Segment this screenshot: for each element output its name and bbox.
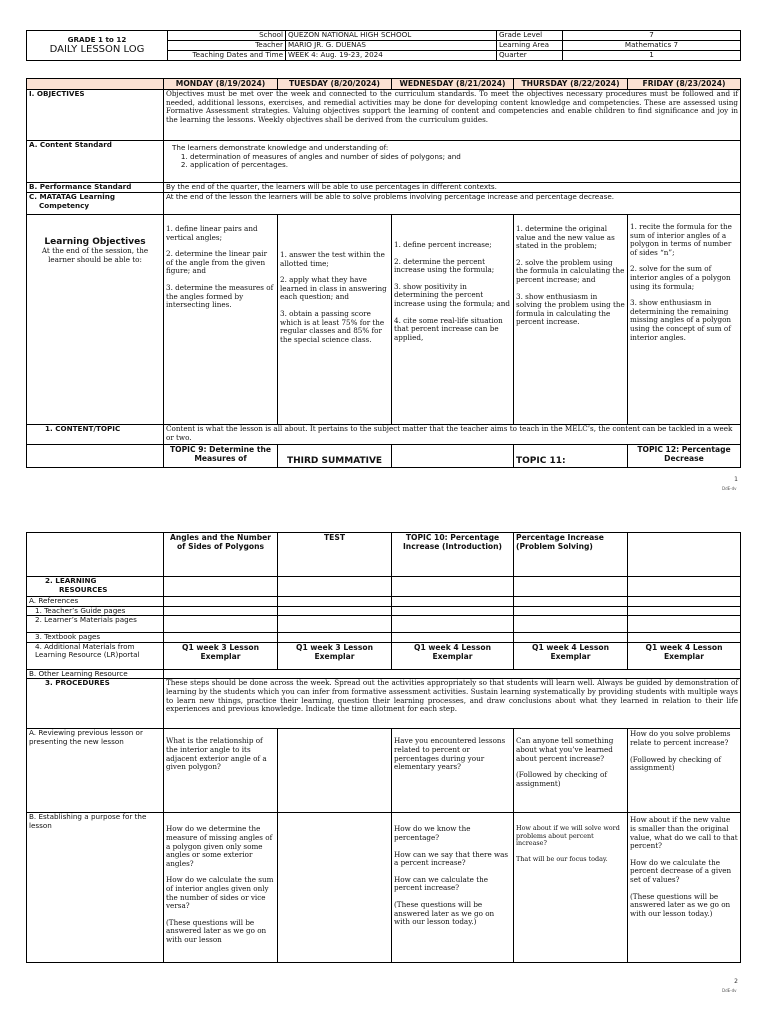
objective-item: 2. apply what they have learned in class in answering each question; and	[280, 275, 387, 302]
school-value: QUEZON NATIONAL HIGH SCHOOL	[286, 31, 497, 41]
empty-cell	[392, 616, 514, 633]
review-friday-question: How do you solve problems relate to percent increase?	[630, 729, 731, 747]
day-header-monday: MONDAY (8/19/2024)	[164, 79, 278, 90]
teacher-value: MARIO JR. G. DUEÑAS	[286, 41, 497, 51]
page-1	[0, 0, 768, 500]
empty-cell	[628, 616, 741, 633]
page-number-1: 1	[734, 476, 738, 483]
procedures-label: 3. PROCEDURES	[27, 679, 164, 729]
objective-item: 2. solve the problem using the formula in calculating the percent increase; and	[516, 257, 625, 284]
performance-standard-label: B. Performance Standard	[27, 183, 164, 193]
dates-label: Teaching Dates and Time	[168, 51, 286, 61]
learning-objectives-subtitle: At the end of the session, the learner should be able to:	[41, 246, 149, 264]
topic-wednesday	[392, 445, 514, 468]
topic-cont-tuesday: TEST	[278, 533, 392, 577]
exemplar-monday: Q1 week 3 Lesson Exemplar	[164, 642, 278, 669]
review-wednesday: Have you encountered lessons related to percent or percentages during your elementary years?	[392, 729, 514, 813]
purpose-item: How can we say that there was a percent increase?	[394, 849, 509, 868]
purpose-wednesday	[392, 813, 514, 963]
purpose-item: How about if the new value is smaller than the original value, what do we call to that percent?	[630, 815, 738, 851]
objective-item: 3. show enthusiasm in solving the problem using the formula in calculating the percent increase.	[516, 291, 625, 327]
purpose-monday	[164, 813, 278, 963]
lesson-log-table-page-2	[26, 532, 741, 963]
topic-tuesday: THIRD SUMMATIVE	[278, 445, 392, 468]
day-header-thursday: THURSDAY (8/22/2024)	[514, 79, 628, 90]
learning-resources-label	[27, 577, 164, 597]
review-monday: What is the relationship of the interior angle to its adjacent exterior angle of a given polygon?	[164, 729, 278, 813]
objective-item: 3. determine the measures of the angles formed by intersecting lines.	[166, 282, 274, 310]
textbook-label: 3. Textbook pages	[27, 633, 164, 643]
day-header-friday: FRIDAY (8/23/2024)	[628, 79, 741, 90]
objective-item: 3. show enthusiasm in determining the remaining missing angles of a polygon using the concept of sum of interior angles.	[630, 298, 732, 342]
content-standard-item: 2. application of percentages.	[190, 161, 738, 170]
learning-area-value: Mathematics 7	[563, 41, 741, 51]
learning-objectives-wednesday	[392, 215, 514, 425]
performance-standard-text: By the end of the quarter, the learners will be able to use percentages in different contexts.	[164, 183, 741, 193]
procedures-text: These steps should be done across the week. Spread out the activities appropriately so that students will learn well. Always be guided by demonstration of learning by the students which you can infer from formative assessment activities. Sustain learning systematically by providing students with multiple ways to learn new things, practice their learning, question their learning processes, and draw conclusions about what they learned in relation to their life experiences and previous knowledge. Indicate the time allotment for each step.	[164, 679, 741, 729]
learning-objectives-monday	[164, 215, 278, 425]
purpose-item: How do we know the percentage?	[394, 824, 471, 842]
content-topic-text: Content is what the lesson is all about. It pertains to the subject matter that the teacher aims to teach in the MELC’s, the content can be tackled in a week or two.	[164, 425, 741, 445]
content-standard-intro: The learners demonstrate knowledge and understanding of:	[172, 143, 389, 152]
objective-item: 3. obtain a passing score which is at least 75% for the regular classes and 85% for the special science class.	[280, 308, 385, 344]
day-header-blank	[27, 79, 164, 90]
competency-label-line-2: Competency	[39, 200, 90, 210]
day-header-wednesday: WEDNESDAY (8/21/2024)	[392, 79, 514, 90]
learning-resources-line-2: RESOURCES	[59, 584, 108, 594]
learning-objectives-title: Learning Objectives	[44, 237, 146, 247]
form-title: DAILY LESSON LOG	[49, 44, 145, 56]
content-topic-label: 1. CONTENT/TOPIC	[27, 425, 164, 445]
learning-objectives-label-cell	[27, 215, 164, 425]
objective-item: 1. recite the formula for the sum of interior angles of a polygon in terms of number of sides “n”;	[630, 222, 732, 257]
learning-area-label: Learning Area	[497, 41, 563, 51]
empty-cell	[514, 616, 628, 633]
topic-blank	[27, 445, 164, 468]
empty-cell	[164, 597, 278, 607]
purpose-item: (These questions will be answered later as we go on with our lesson today.)	[394, 899, 495, 927]
topic-thursday: TOPIC 11:	[514, 445, 628, 468]
empty-cell	[628, 597, 741, 607]
empty-cell	[514, 633, 628, 643]
grade-level-label: Grade Level	[497, 31, 563, 41]
empty-cell	[392, 597, 514, 607]
content-standard-label: A. Content Standard	[27, 141, 164, 183]
exemplar-tuesday: Q1 week 3 Lesson Exemplar	[278, 642, 392, 669]
purpose-item: How do we calculate the sum of interior angles given only the number of sides or vice versa?	[166, 875, 274, 911]
purpose-item: (These questions will be answered later as we go on with our lesson today.)	[630, 891, 731, 918]
objective-item: 1. define linear pairs and vertical angles;	[166, 224, 258, 242]
topic-cont-friday	[628, 533, 741, 577]
objective-item: 4. cite some real-life situation that percent increase can be applied,	[394, 315, 503, 342]
page-number-2: 2	[734, 978, 738, 985]
topic-monday: TOPIC 9: Determine the Measures of	[164, 445, 278, 468]
empty-cell	[392, 577, 514, 597]
purpose-tuesday	[278, 813, 392, 963]
review-thursday	[514, 729, 628, 813]
objective-item: 1. answer the test within the allotted time;	[280, 250, 385, 268]
review-label: A. Reviewing previous lesson or presenting the new lesson	[27, 729, 164, 813]
review-tuesday	[278, 729, 392, 813]
objective-item: 2. determine the linear pair of the angle from the given figure; and	[166, 249, 268, 276]
empty-cell	[392, 633, 514, 643]
day-header-tuesday: TUESDAY (8/20/2024)	[278, 79, 392, 90]
empty-cell	[278, 577, 392, 597]
review-friday	[628, 729, 741, 813]
empty-cell	[628, 633, 741, 643]
page-footer-2: DdE-dv	[722, 988, 737, 993]
dates-value: WEEK 4: Aug. 19-23, 2024	[286, 51, 497, 61]
competency-text: At the end of the lesson the learners will be able to solve problems involving percentage increase and percentage decrease.	[164, 193, 741, 215]
topic-cont-monday: Angles and the Number of Sides of Polygons	[164, 533, 278, 577]
objective-item: 1. define percent increase;	[394, 240, 492, 249]
quarter-label: Quarter	[497, 51, 563, 61]
empty-cell	[628, 606, 741, 616]
exemplar-friday: Q1 week 4 Lesson Exemplar	[628, 642, 741, 669]
page-footer-1: DdE-dv	[722, 486, 737, 491]
empty-cell	[164, 633, 278, 643]
school-label: School	[168, 31, 286, 41]
purpose-item: How do we determine the measure of missing angles of a polygon given only some angles or some exterior angles?	[166, 824, 273, 868]
references-label: A. References	[27, 597, 164, 607]
grade-level-value: 7	[563, 31, 741, 41]
learning-objectives-thursday	[514, 215, 628, 425]
header-title-cell	[27, 31, 168, 61]
content-standard-item: 1. determination of measures of angles and number of sides of polygons; and	[190, 153, 738, 162]
empty-cell	[514, 606, 628, 616]
empty-cell	[278, 633, 392, 643]
objectives-label: I. OBJECTIVES	[27, 90, 164, 141]
topic-cont-blank	[27, 533, 164, 577]
purpose-item: How do we calculate the percent decrease of a given set of values?	[630, 857, 732, 884]
exemplar-thursday: Q1 week 4 Lesson Exemplar	[514, 642, 628, 669]
quarter-value: 1	[563, 51, 741, 61]
purpose-friday	[628, 813, 741, 963]
empty-cell	[278, 606, 392, 616]
objectives-text: Objectives must be met over the week and connected to the curriculum standards. To meet the objectives necessary procedures must be followed and if needed, additional lessons, exercises, and remedial activities may be done for developing content knowledge and competencies. These are assessed using Formative Assessment strategies. Valuing objectives support the learning of content and competencies and enable children to find significance and joy in the learning the lessons. Weekly objectives shall be derived from the curriculum guides.	[164, 90, 741, 141]
empty-cell	[164, 577, 278, 597]
objective-item: 2. solve for the sum of interior angles of a polygon using its formula;	[630, 264, 731, 291]
learning-resources-line-1: 2. LEARNING	[45, 576, 97, 585]
review-thursday-note: (Followed by checking of assignment)	[516, 770, 607, 788]
objective-item: 3. show positivity in determining the percent increase using the formula; and	[394, 281, 511, 308]
exemplar-wednesday: Q1 week 4 Lesson Exemplar	[392, 642, 514, 669]
review-friday-note: (Followed by checking of assignment)	[630, 754, 721, 773]
purpose-item: That will be our focus today.	[516, 854, 608, 863]
purpose-item: How can we calculate the percent increase?	[394, 874, 488, 893]
objective-item: 2. determine the percent increase using the formula;	[394, 256, 495, 275]
topic-cont-wednesday: TOPIC 10: Percentage Increase (Introduction)	[392, 533, 514, 577]
review-thursday-question: Can anyone tell something about what you’ve learned about percent increase?	[516, 736, 614, 763]
empty-cell	[514, 597, 628, 607]
additional-materials-label: 4. Additional Materials from Learning Resource (LR)portal	[27, 642, 164, 669]
page-2	[0, 520, 768, 1024]
teacher-label: Teacher	[168, 41, 286, 51]
grade-range: GRADE 1 to 12	[67, 34, 127, 44]
empty-cell	[514, 577, 628, 597]
topic-cont-thursday: Percentage Increase (Problem Solving)	[514, 533, 628, 577]
empty-cell	[164, 606, 278, 616]
empty-cell	[164, 616, 278, 633]
purpose-item: (These questions will be answered later as we go on with our lesson	[166, 917, 267, 944]
purpose-label: B. Establishing a purpose for the lesson	[27, 813, 164, 963]
learning-objectives-friday	[628, 215, 741, 425]
empty-cell	[278, 616, 392, 633]
empty-cell	[392, 606, 514, 616]
competency-label	[27, 193, 164, 215]
empty-cell	[278, 597, 392, 607]
empty-cell	[628, 577, 741, 597]
header-table	[26, 30, 741, 61]
content-standard-cell	[164, 141, 741, 183]
learning-objectives-tuesday	[278, 215, 392, 425]
teachers-guide-label: 1. Teacher’s Guide pages	[27, 606, 164, 616]
competency-label-line-1: C. MATATAG Learning	[29, 192, 116, 201]
topic-friday: TOPIC 12: Percentage Decrease	[628, 445, 741, 468]
lesson-log-table-page-1	[26, 78, 741, 468]
objective-item: 1. determine the original value and the new value as stated in the problem;	[516, 224, 615, 251]
purpose-thursday	[514, 813, 628, 963]
other-resource-label: B. Other Learning Resource	[27, 669, 164, 679]
purpose-item: How about if we will solve word problems about percent increase?	[516, 824, 620, 848]
learners-materials-label: 2. Learner’s Materials pages	[27, 616, 164, 633]
